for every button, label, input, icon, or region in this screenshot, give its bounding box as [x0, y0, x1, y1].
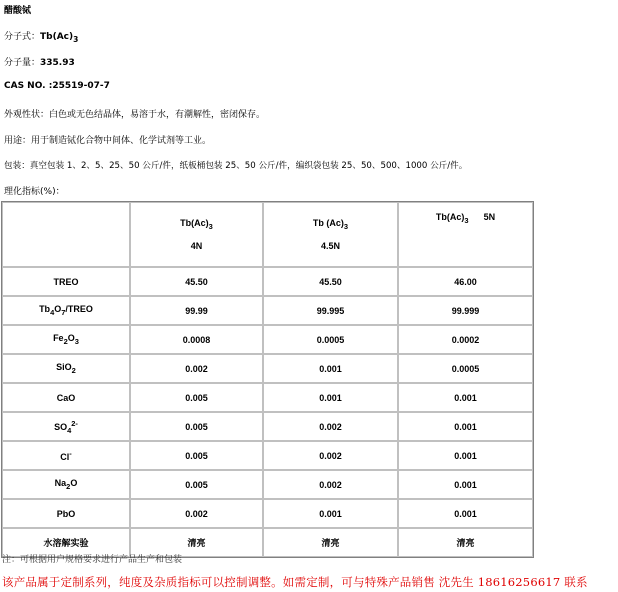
table-header-row — [2, 202, 533, 267]
cell-4n: 0.005 — [130, 383, 263, 412]
cas-label: CAS NO. : — [4, 81, 53, 91]
table-row — [2, 354, 533, 383]
cell-5n: 0.001 — [398, 383, 533, 412]
packing-text: 真空包装 1、2、5、25、50 公斤/件，纸板桶包装 25、50 公斤/件，编织袋包装 25、50、500、1000 公斤/件。 — [29, 161, 468, 171]
cell-4-5n: 0.002 — [263, 412, 398, 441]
cell-4n: 0.005 — [130, 470, 263, 499]
appearance-line — [4, 107, 265, 120]
row-label: PbO — [2, 499, 130, 528]
spec-heading: 理化指标(%)： — [4, 187, 65, 197]
cell-5n: 0.0002 — [398, 325, 533, 354]
appearance-label: 外观性状： — [4, 110, 50, 120]
cell-5n: 0.0005 — [398, 354, 533, 383]
cell-4n: 0.0008 — [130, 325, 263, 354]
packing-label: 包装： — [4, 161, 30, 171]
row-label: $Na_2O$ — [2, 470, 130, 499]
usage-line — [4, 133, 211, 146]
cell-5n: 清亮 — [398, 528, 533, 557]
table-header-cell: $Tb(Ac)_3$ 4N — [130, 202, 263, 267]
formula-label: 分子式： — [4, 32, 41, 42]
table-row — [2, 412, 533, 441]
cell-5n: 46.00 — [398, 267, 533, 296]
packing-line — [4, 159, 467, 171]
cell-4-5n: 清亮 — [263, 528, 398, 557]
cell-4n: 0.002 — [130, 354, 263, 383]
formula-value: $Tb(Ac)_3$ — [40, 32, 79, 44]
cell-4n: 清亮 — [130, 528, 263, 557]
cell-5n: 0.001 — [398, 441, 533, 470]
cell-5n: 0.001 — [398, 499, 533, 528]
cell-5n: 0.001 — [398, 412, 533, 441]
weight-value: 335.93 — [40, 58, 75, 68]
weight-label: 分子量： — [4, 58, 41, 68]
table-row — [2, 325, 533, 354]
cell-4-5n: 0.001 — [263, 499, 398, 528]
row-label: SiO$_2$ — [2, 354, 130, 383]
row-label: CaO — [2, 383, 130, 412]
usage-label: 用途： — [4, 136, 32, 146]
row-label: $Fe_2O_3$ — [2, 325, 130, 354]
grade-label: 4N — [190, 240, 203, 251]
cell-4-5n: 0.0005 — [263, 325, 398, 354]
row-label: Cl- — [2, 441, 130, 470]
cell-4n: 0.002 — [130, 499, 263, 528]
cell-4-5n: 0.002 — [263, 441, 398, 470]
table-header-cell: Tb $(Ac)_3$ 4.5N — [263, 202, 398, 267]
cell-5n: 99.999 — [398, 296, 533, 325]
cell-4n: 99.99 — [130, 296, 263, 325]
footnote: 注：可根据用户规格要求进行产品生产和包装 — [2, 555, 183, 565]
cell-4n: 0.005 — [130, 412, 263, 441]
row-label: 水溶解实验 — [2, 528, 130, 557]
table-header-empty — [2, 202, 130, 267]
cell-5n: 0.001 — [398, 470, 533, 499]
product-title: 醋酸铽 — [4, 6, 32, 16]
cell-4-5n: 0.001 — [263, 383, 398, 412]
formula-line — [4, 29, 78, 44]
grade-label: 4.5N — [320, 240, 340, 251]
appearance-text: 白色或无色结晶体，易溶于水，有潮解性，密闭保存。 — [49, 110, 266, 120]
spec-table — [1, 201, 534, 558]
table-row — [2, 441, 533, 470]
cell-4-5n: 99.995 — [263, 296, 398, 325]
table-row — [2, 296, 533, 325]
table-row — [2, 470, 533, 499]
table-header-cell: $Tb(Ac)_3$ 5N — [398, 202, 533, 267]
grade-label: 5N — [483, 212, 496, 222]
cell-4-5n: 0.001 — [263, 354, 398, 383]
cell-4n: 0.005 — [130, 441, 263, 470]
custom-order-notice: 该产品属于定制系列，纯度及杂质指标可以控制调整。如需定制，可与特殊产品销售 沈先生 18616256617 联系 — [2, 575, 588, 589]
row-label: TREO — [2, 267, 130, 296]
row-label: $Tb_4O_7$/TREO — [2, 296, 130, 325]
cell-4n: 45.50 — [130, 267, 263, 296]
cas-value: 25519-07-7 — [52, 81, 110, 91]
cell-4-5n: 0.002 — [263, 470, 398, 499]
table-row — [2, 267, 533, 296]
table-row — [2, 499, 533, 528]
cell-4-5n: 45.50 — [263, 267, 398, 296]
row-label: $SO_4^{2-}$ — [2, 412, 130, 441]
table-row — [2, 383, 533, 412]
usage-text: 用于制造铽化合物中间体、化学试剂等工业。 — [31, 136, 212, 146]
weight-line — [4, 55, 75, 68]
cas-line — [4, 81, 110, 91]
